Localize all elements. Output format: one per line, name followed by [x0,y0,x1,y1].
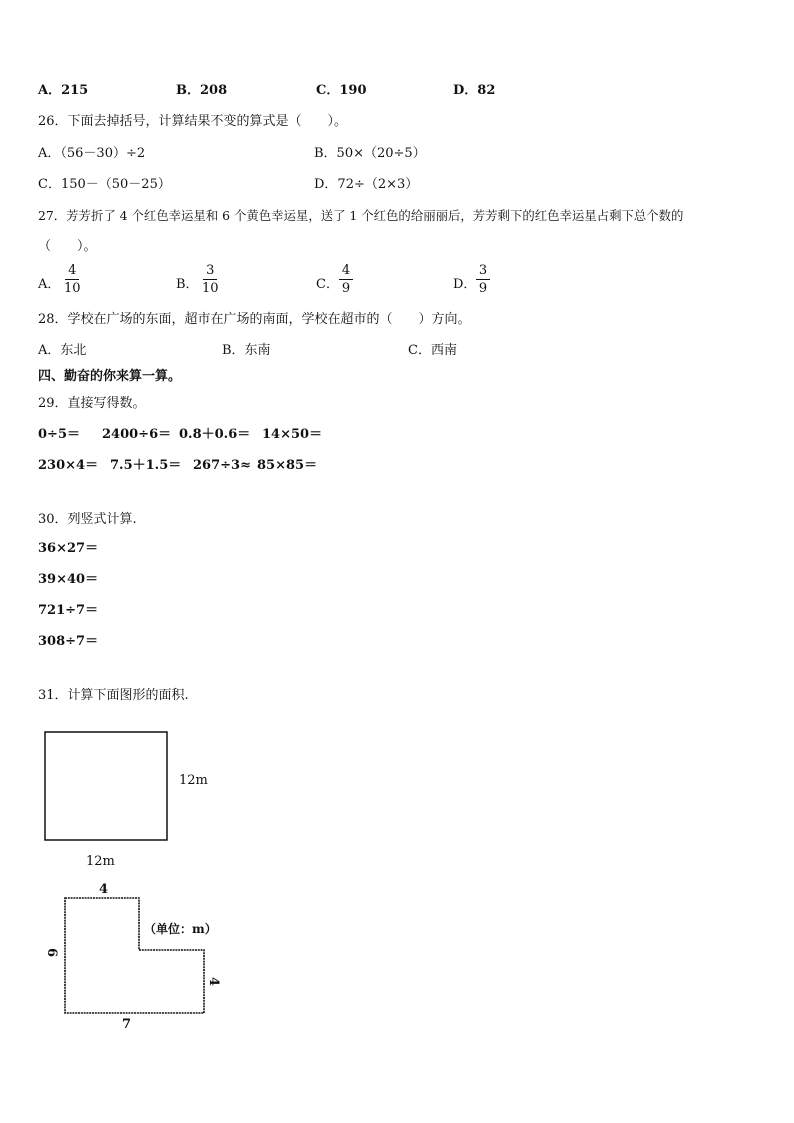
q27-option-a-letter: A． [38,277,61,292]
denominator: 10 [202,281,219,296]
q27-option-d-fraction [476,263,490,296]
fraction-bar [65,279,79,280]
lshape-left-label: 6 [44,947,60,958]
q30-item-3: 721÷7＝ [38,603,99,618]
l-shape-figure [65,898,204,1013]
square-side-bottom-label: 12m [86,854,115,869]
denominator: 9 [478,281,488,296]
q31-stem: 31．计算下面图形的面积. [38,688,189,703]
q30-stem: 30．列竖式计算. [38,512,137,527]
q29-r1-c2: 2400÷6＝ [102,427,172,442]
q29-r1-c1: 0÷5＝ [38,427,80,442]
numerator: 3 [478,263,488,278]
q25-option-b: B．208 [176,83,228,98]
denominator: 9 [341,281,351,296]
q25-option-d: D．82 [453,83,496,98]
q30-item-4: 308÷7＝ [38,634,99,649]
denominator: 10 [64,281,81,296]
square-side-right-label: 12m [179,773,208,788]
q29-r2-c2: 7.5＋1.5＝ [110,458,182,473]
q27-option-c-letter: C． [316,277,339,292]
q30-item-1: 36×27＝ [38,541,99,556]
q26-option-a: A．（56－30）÷2 [38,146,146,161]
q30-item-2: 39×40＝ [38,572,99,587]
fraction-bar [339,279,353,280]
fraction-bar [476,279,490,280]
numerator: 4 [341,263,351,278]
q27-option-b-letter: B． [176,277,199,292]
q28-option-a: A．东北 [38,343,87,358]
q29-r1-c4: 14×50＝ [262,427,323,442]
q27-option-a-fraction [64,263,81,296]
q26-stem: 26．下面去掉括号，计算结果不变的算式是（ ）。 [38,114,348,129]
q29-r2-c3: 267÷3≈ [193,458,251,473]
q26-option-c: C．150－（50－25） [38,177,171,192]
q28-option-b: B．东南 [222,343,271,358]
lshape-bottom-label: 7 [122,1017,132,1032]
numerator: 4 [68,263,77,278]
section-title: 四、勤奋的你来算一算。 [38,369,182,384]
q26-option-b: B．50×（20÷5） [314,146,426,161]
lshape-unit-label: （单位：m） [144,922,217,936]
q27-option-c-fraction [339,263,353,296]
lshape-right-label: 4 [206,976,222,987]
square-figure [45,732,167,840]
q28-option-c: C．西南 [408,343,457,358]
q29-r1-c3: 0.8＋0.6＝ [179,427,251,442]
q25-option-c: C．190 [316,83,367,98]
q27-option-b-fraction [202,263,219,296]
fraction-bar [203,279,217,280]
q28-stem: 28．学校在广场的东面，超市在广场的南面，学校在超市的（ ）方向。 [38,312,471,327]
q27-option-d-letter: D． [453,277,477,292]
q27-stem-line1: 27．芳芳折了 4 个红色幸运星和 6 个黄色幸运星，送了 1 个红色的给丽丽后，芳芳剩下的红色幸运星占剩下总个数的 [38,208,684,223]
lshape-top-label: 4 [99,882,109,897]
q29-r2-c1: 230×4＝ [38,458,99,473]
numerator: 3 [206,263,215,278]
q29-r2-c4: 85×85＝ [257,458,318,473]
q27-stem-line2: （ ）。 [38,239,97,254]
q29-stem: 29．直接写得数。 [38,396,146,411]
q26-option-d: D．72÷（2×3） [314,177,419,192]
q25-option-a: A．215 [38,83,89,98]
